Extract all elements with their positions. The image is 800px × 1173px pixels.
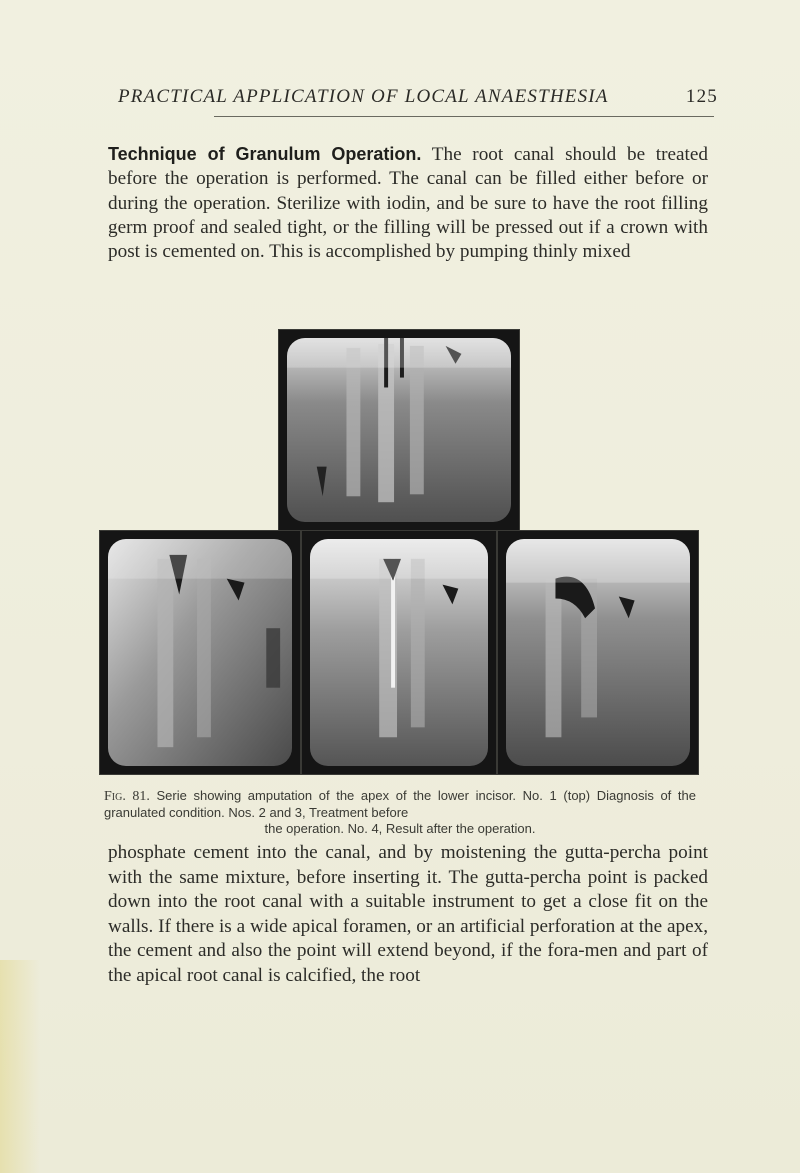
figure-label: Fig. 81. (104, 789, 150, 804)
paragraph-continued: phosphate cement into the canal, and by moistening the gutta-percha point with the same mixture, before inserting it. The gutta-percha point is packed down into the root canal with a suitable instrument to get a close fit on the walls. If there is a wide apical foramen, or an artificial perforation at the apex, the cement and also the point will extend beyond, if the fora-men and part of the apical root canal is calcified, the root (108, 842, 708, 986)
radiograph-plate-3 (301, 530, 497, 775)
radiograph-plate-4 (497, 530, 699, 775)
radiograph-image-2 (108, 539, 292, 766)
radiograph-plate-1 (278, 329, 520, 531)
radiograph-image-1 (287, 338, 511, 522)
caption-text: Serie showing amputation of the apex of the lower incisor. No. 1 (top) Diagnosis of the granulated condition. Nos. 2 and 3, Treatment before (104, 788, 696, 820)
paragraph-technique (108, 142, 708, 264)
running-head-title: PRACTICAL APPLICATION OF LOCAL ANAESTHESIA (118, 86, 609, 107)
section-lead-heading: Technique of Granulum Operation. (108, 144, 422, 164)
header-rule (214, 116, 714, 117)
figure-caption (104, 788, 696, 837)
paragraph-1-text: The root canal should be treated before the operation is performed. The canal can be filled either before or during the operation. Sterilize with iodin, and be sure to have the root filling germ proof and sealed tight, or the filling will be pressed out if a crown with post is cemented on. This is accomplished by pumping thinly mixed (108, 144, 708, 263)
caption-text-end: the operation. No. 4, Result after the operation. (264, 821, 536, 836)
page-number: 125 (685, 86, 718, 107)
radiograph-image-3 (310, 539, 488, 766)
running-head (118, 86, 718, 112)
page-edge-stain (0, 960, 40, 1173)
radiograph-image-4 (506, 539, 690, 766)
radiograph-plate-2 (99, 530, 301, 775)
